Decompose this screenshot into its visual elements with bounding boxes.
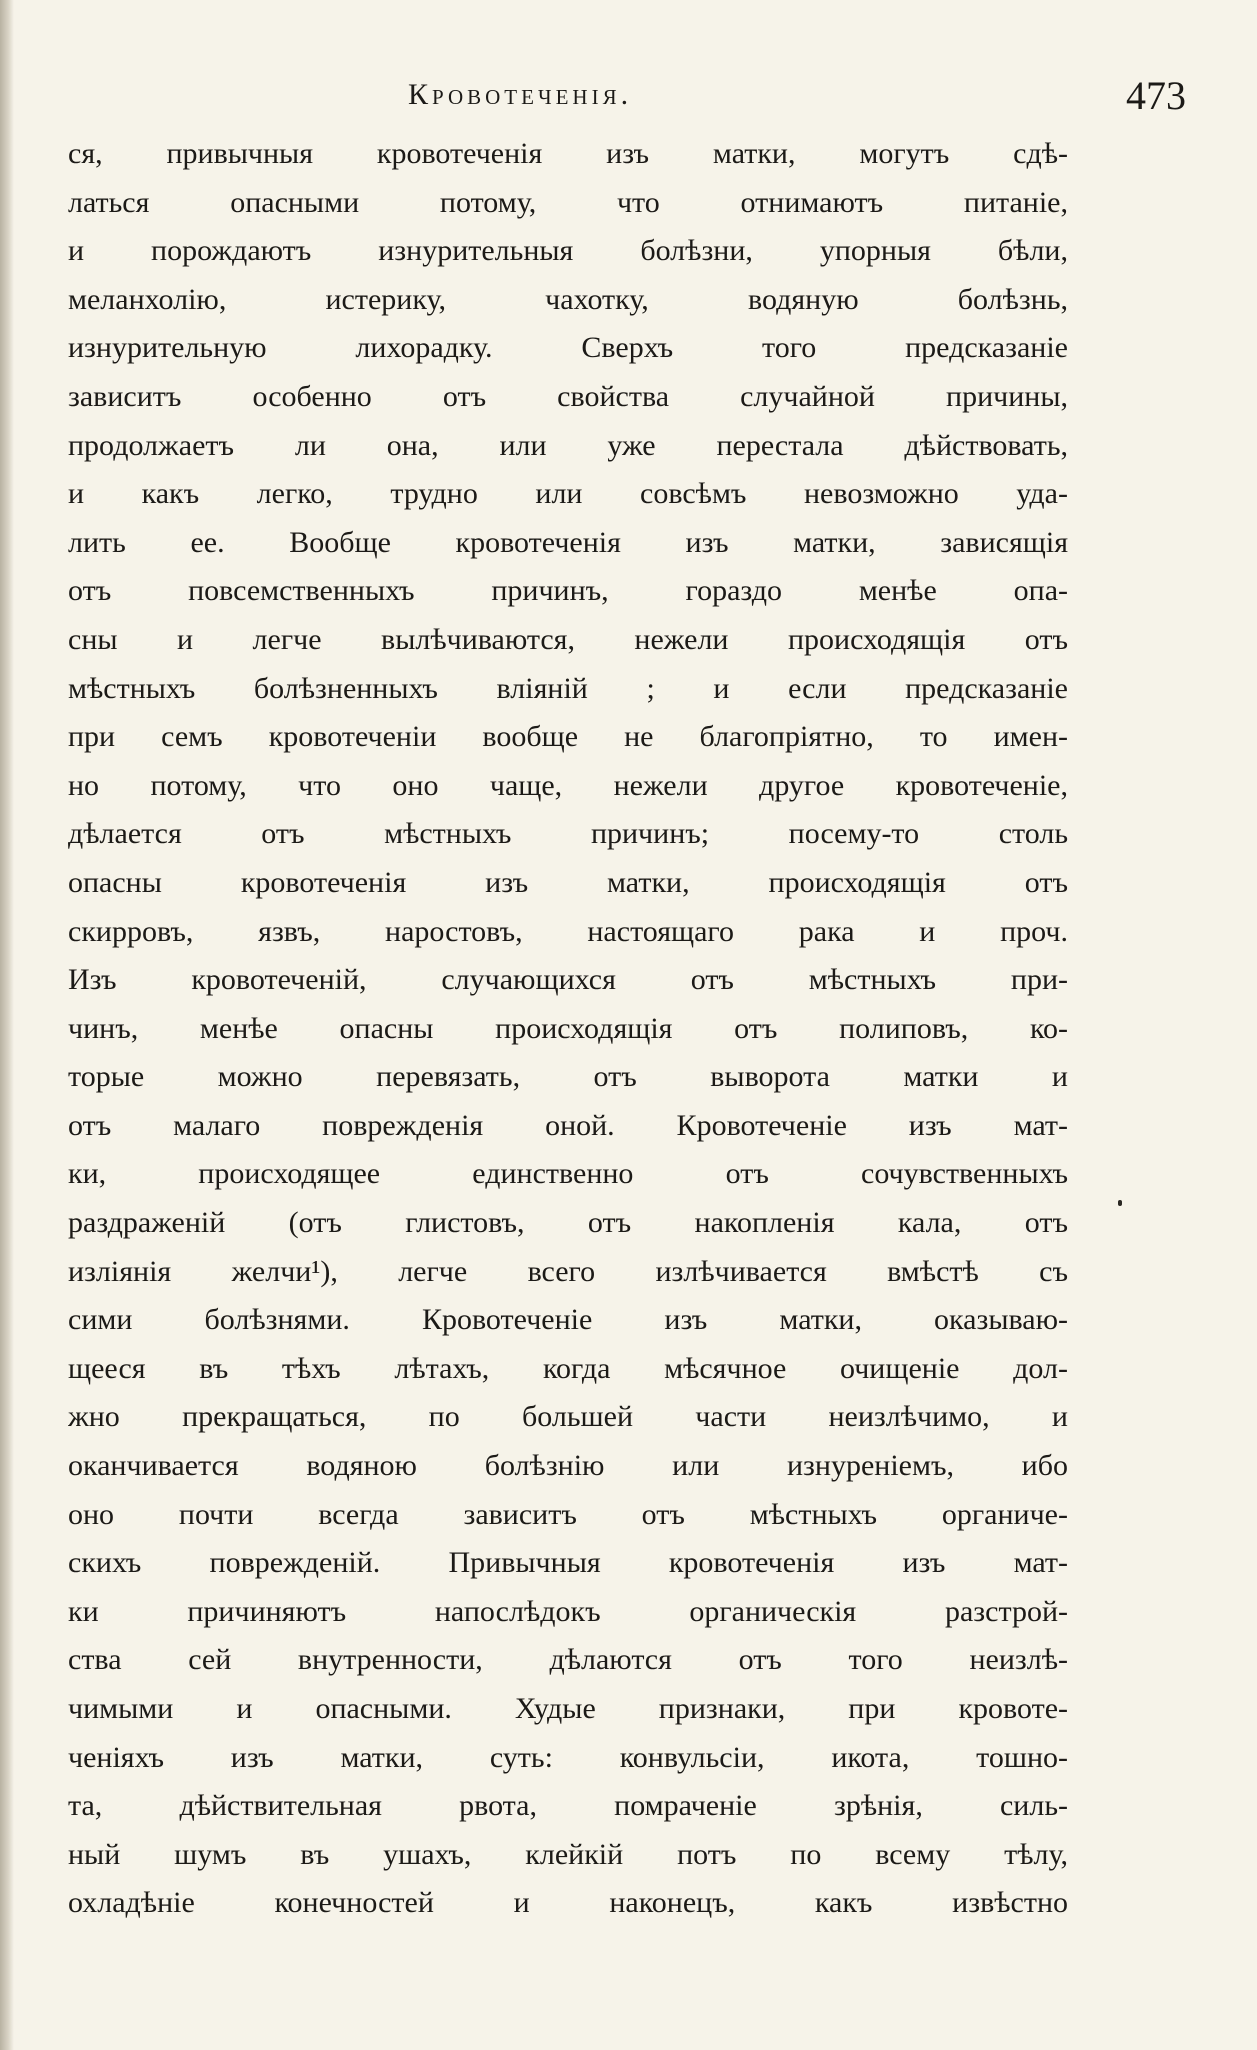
text-line: меланхолію, истерику, чахотку, водяную болѣзнь, [68, 282, 1068, 316]
text-line: чимыми и опасными. Худые признаки, при кровоте- [68, 1692, 1068, 1725]
text-line: лить ее. Вообще кровотеченія изъ матки, зависящія [68, 525, 1068, 559]
text-line: но потому, что оно чаще, нежели другое кровотеченіе, [68, 768, 1068, 802]
text-line: та, дѣйствительная рвота, помраченіе зрѣнія, силь- [68, 1789, 1068, 1823]
text-line: торые можно перевязать, отъ выворота матки и [68, 1060, 1068, 1094]
text-line: при семъ кровотеченіи вообще не благопріятно, то имен- [68, 720, 1068, 754]
text-line: ки, происходящее единственно отъ сочувственныхъ [68, 1157, 1068, 1191]
text-line: и порождаютъ изнурительныя болѣзни, упорныя бѣли, [68, 234, 1068, 268]
text-line: мѣстныхъ болѣзненныхъ вліяній ; и если предсказаніе [68, 671, 1068, 705]
text-line: ся, привычныя кровотеченія изъ матки, могутъ сдѣ- [68, 137, 1068, 170]
text-line: щееся въ тѣхъ лѣтахъ, когда мѣсячное очищеніе дол- [68, 1351, 1068, 1385]
text-line: охладѣніе конечностей и наконецъ, какъ извѣстно [68, 1886, 1068, 1920]
text-line: ки причиняютъ напослѣдокъ органическія разстрой- [68, 1594, 1068, 1628]
text-line: отъ повсемственныхъ причинъ, гораздо менѣе опа- [68, 574, 1068, 608]
text-line: изнурительную лихорадку. Сверхъ того предсказаніе [68, 331, 1068, 365]
text-line: изліянія желчи¹), легче всего излѣчивается вмѣстѣ съ [68, 1254, 1068, 1288]
text-line: раздраженій (отъ глистовъ, отъ накопленія кала, отъ [68, 1206, 1068, 1240]
text-line: Изъ кровотеченій, случающихся отъ мѣстныхъ при- [68, 963, 1068, 997]
body-text [68, 130, 1068, 1928]
text-line: ный шумъ въ ушахъ, клейкій потъ по всему тѣлу, [68, 1837, 1068, 1871]
text-line: скихъ поврежденій. Привычныя кровотеченія изъ мат- [68, 1546, 1068, 1580]
text-line: ченіяхъ изъ матки, суть: конвульсіи, икота, тошно- [68, 1740, 1068, 1774]
text-line: зависитъ особенно отъ свойства случайной причины, [68, 379, 1068, 413]
text-line: опасны кровотеченія изъ матки, происходящія отъ [68, 865, 1068, 899]
text-line: дѣлается отъ мѣстныхъ причинъ; посему-то столь [68, 817, 1068, 851]
text-line: оно почти всегда зависитъ отъ мѣстныхъ органиче- [68, 1497, 1068, 1531]
text-line: отъ малаго поврежденія оной. Кровотеченіе изъ мат- [68, 1108, 1068, 1142]
text-line: латься опасными потому, что отнимаютъ питаніе, [68, 185, 1068, 219]
text-line: чинъ, менѣе опасны происходящія отъ полиповъ, ко- [68, 1011, 1068, 1045]
text-line: ства сей внутренности, дѣлаются отъ того неизлѣ- [68, 1643, 1068, 1677]
running-head: Кровотеченія. [408, 78, 633, 111]
ink-speck [1118, 1200, 1122, 1206]
text-line: скирровъ, язвъ, наростовъ, настоящаго рака и проч. [68, 914, 1068, 948]
text-line: оканчивается водяною болѣзнію или изнуреніемъ, ибо [68, 1449, 1068, 1483]
page-header [68, 72, 1208, 122]
text-line: сими болѣзнями. Кровотеченіе изъ матки, оказываю- [68, 1303, 1068, 1337]
text-line: продолжаетъ ли она, или уже перестала дѣйствовать, [68, 428, 1068, 462]
page-number: 473 [1126, 73, 1186, 118]
text-line: жно прекращаться, по большей части неизлѣчимо, и [68, 1400, 1068, 1434]
text-line: сны и легче вылѣчиваются, нежели происходящія отъ [68, 622, 1068, 656]
text-line: и какъ легко, трудно или совсѣмъ невозможно уда- [68, 477, 1068, 511]
page-edge-shadow [0, 0, 14, 2050]
